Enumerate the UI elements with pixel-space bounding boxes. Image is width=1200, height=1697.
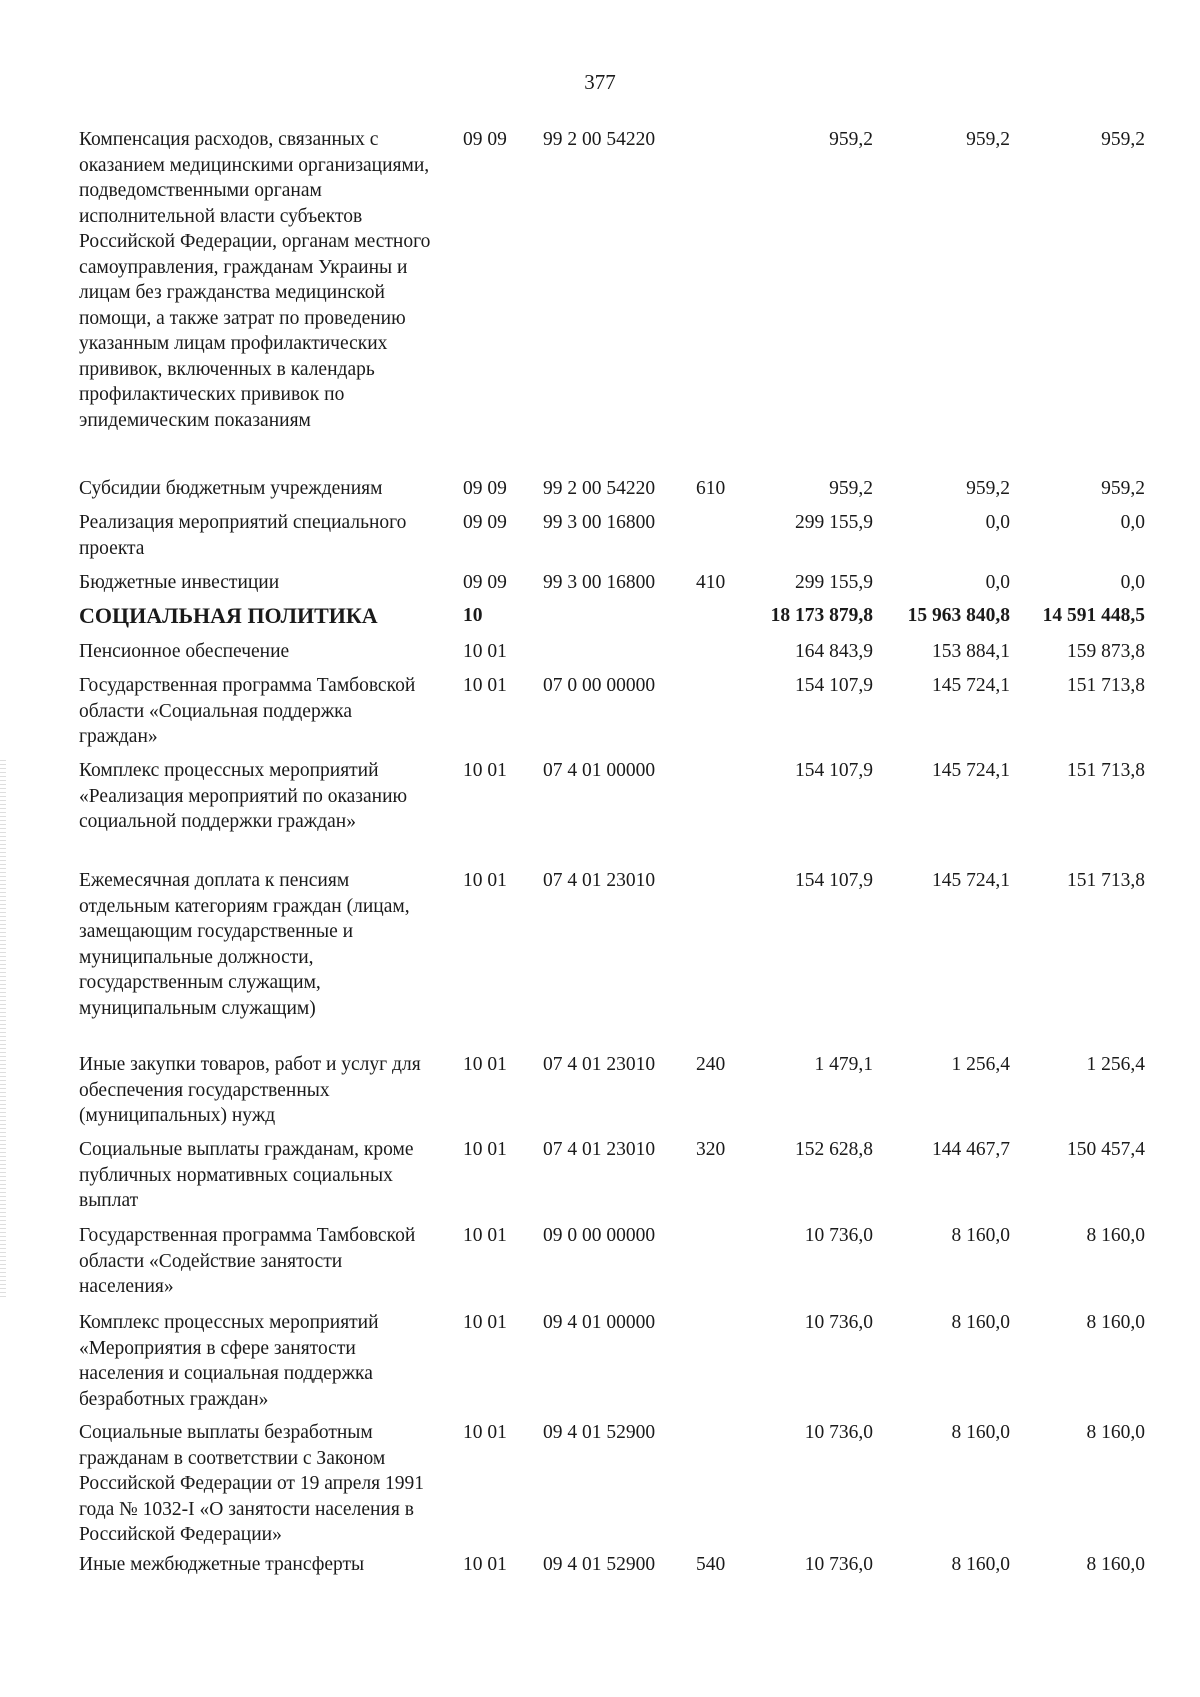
row-value-year1: 10 736,0 bbox=[804, 1225, 873, 1246]
row-value-year2: 153 884,1 bbox=[932, 641, 1010, 662]
row-value-year3: 8 160,0 bbox=[1086, 1312, 1145, 1333]
row-name: Субсидии бюджетным учреждениям bbox=[79, 478, 383, 499]
row-value-year3: 0,0 bbox=[1120, 512, 1145, 533]
row-value-year3: 8 160,0 bbox=[1086, 1554, 1145, 1575]
row-value-year3: 0,0 bbox=[1120, 572, 1145, 593]
row-value-year2: 1 256,4 bbox=[951, 1054, 1010, 1075]
row-value-year2: 0,0 bbox=[985, 572, 1010, 593]
row-value-year3: 959,2 bbox=[1101, 478, 1145, 499]
row-value-year2: 8 160,0 bbox=[951, 1554, 1010, 1575]
row-name: Компенсация расходов, связанных с оказанием медицинскими организациями, подведомственными органам исполнительной власти субъектов Российской Федерации, органам местного самоуправления, гражданам Украины и лицам без гражданства медицинской помощи, а также затрат по проведению указанным лицам профилактических прививок, включенных в календарь профилактических прививок по эпидемическим показаниям bbox=[79, 129, 431, 431]
row-value-year1: 299 155,9 bbox=[795, 572, 873, 593]
row-value-year3: 959,2 bbox=[1101, 129, 1145, 150]
row-section-code: 09 09 bbox=[463, 572, 507, 593]
row-value-year1: 10 736,0 bbox=[804, 1554, 873, 1575]
row-target-article: 09 4 01 52900 bbox=[543, 1554, 656, 1575]
row-target-article: 09 4 01 00000 bbox=[543, 1312, 656, 1333]
row-value-year2: 145 724,1 bbox=[932, 870, 1010, 891]
row-target-article: 99 2 00 54220 bbox=[543, 478, 656, 499]
row-value-year1: 154 107,9 bbox=[795, 760, 873, 781]
scan-edge-artifact bbox=[0, 760, 6, 1300]
row-value-year3: 150 457,4 bbox=[1067, 1139, 1145, 1160]
row-name: Социальные выплаты безработным гражданам в соответствии с Законом Российской Федерации от 19 апреля 1991 года № 1032-I «О занятости населения в Российской Федерации» bbox=[79, 1422, 425, 1545]
row-expense-type: 240 bbox=[696, 1054, 726, 1075]
row-section-code: 09 09 bbox=[463, 129, 507, 150]
page-number: 377 bbox=[584, 70, 616, 94]
row-section-code: 10 01 bbox=[463, 760, 507, 781]
row-target-article: 07 0 00 00000 bbox=[543, 675, 656, 696]
row-name: Социальные выплаты гражданам, кроме публичных нормативных социальных выплат bbox=[79, 1139, 414, 1211]
row-section-code: 10 01 bbox=[463, 641, 507, 662]
row-value-year1: 18 173 879,8 bbox=[770, 605, 873, 626]
row-value-year1: 299 155,9 bbox=[795, 512, 873, 533]
row-expense-type: 540 bbox=[696, 1554, 726, 1575]
row-value-year3: 151 713,8 bbox=[1067, 760, 1145, 781]
row-value-year1: 1 479,1 bbox=[814, 1054, 873, 1075]
row-value-year2: 8 160,0 bbox=[951, 1312, 1010, 1333]
row-value-year2: 0,0 bbox=[985, 512, 1010, 533]
row-section-code: 10 01 bbox=[463, 675, 507, 696]
row-target-article: 07 4 01 23010 bbox=[543, 1139, 656, 1160]
row-value-year2: 8 160,0 bbox=[951, 1422, 1010, 1443]
row-section-code: 10 01 bbox=[463, 870, 507, 891]
row-value-year1: 959,2 bbox=[829, 129, 873, 150]
row-value-year1: 154 107,9 bbox=[795, 870, 873, 891]
row-value-year1: 154 107,9 bbox=[795, 675, 873, 696]
row-name: Бюджетные инвестиции bbox=[79, 572, 280, 593]
row-section-code: 10 01 bbox=[463, 1422, 507, 1443]
row-value-year3: 14 591 448,5 bbox=[1042, 605, 1145, 626]
row-name: Иные межбюджетные трансферты bbox=[79, 1554, 365, 1575]
row-name: Ежемесячная доплата к пенсиям отдельным категориям граждан (лицам, замещающим государственные и муниципальные должности, государственным служащим, муниципальным служащим) bbox=[79, 870, 410, 1019]
row-section-code: 10 01 bbox=[463, 1312, 507, 1333]
row-target-article: 99 3 00 16800 bbox=[543, 572, 656, 593]
row-value-year1: 10 736,0 bbox=[804, 1312, 873, 1333]
row-value-year1: 959,2 bbox=[829, 478, 873, 499]
row-expense-type: 410 bbox=[696, 572, 726, 593]
row-section-code: 10 01 bbox=[463, 1554, 507, 1575]
row-value-year2: 145 724,1 bbox=[932, 760, 1010, 781]
row-value-year3: 151 713,8 bbox=[1067, 675, 1145, 696]
row-value-year2: 15 963 840,8 bbox=[907, 605, 1010, 626]
row-section-code: 09 09 bbox=[463, 478, 507, 499]
row-target-article: 09 4 01 52900 bbox=[543, 1422, 656, 1443]
row-name: Пенсионное обеспечение bbox=[79, 641, 290, 662]
row-section-code: 10 01 bbox=[463, 1054, 507, 1075]
row-name: Государственная программа Тамбовской области «Социальная поддержка граждан» bbox=[79, 675, 416, 747]
row-section-code: 10 01 bbox=[463, 1139, 507, 1160]
row-value-year2: 959,2 bbox=[966, 478, 1010, 499]
row-section-code: 10 bbox=[463, 605, 483, 626]
row-value-year2: 8 160,0 bbox=[951, 1225, 1010, 1246]
row-name: Комплекс процессных мероприятий «Реализация мероприятий по оказанию социальной поддержки граждан» bbox=[79, 760, 408, 832]
row-value-year3: 1 256,4 bbox=[1086, 1054, 1145, 1075]
row-value-year3: 151 713,8 bbox=[1067, 870, 1145, 891]
row-name: Государственная программа Тамбовской области «Содействие занятости населения» bbox=[79, 1225, 416, 1297]
row-value-year2: 145 724,1 bbox=[932, 675, 1010, 696]
row-section-code: 10 01 bbox=[463, 1225, 507, 1246]
row-value-year2: 959,2 bbox=[966, 129, 1010, 150]
row-target-article: 99 3 00 16800 bbox=[543, 512, 656, 533]
row-value-year1: 10 736,0 bbox=[804, 1422, 873, 1443]
row-target-article: 07 4 01 23010 bbox=[543, 870, 656, 891]
row-value-year3: 159 873,8 bbox=[1067, 641, 1145, 662]
row-target-article: 99 2 00 54220 bbox=[543, 129, 656, 150]
row-section-code: 09 09 bbox=[463, 512, 507, 533]
row-target-article: 09 0 00 00000 bbox=[543, 1225, 656, 1246]
row-value-year1: 164 843,9 bbox=[795, 641, 873, 662]
row-value-year2: 144 467,7 bbox=[932, 1139, 1010, 1160]
row-name: Реализация мероприятий специального проекта bbox=[79, 512, 407, 559]
row-value-year3: 8 160,0 bbox=[1086, 1422, 1145, 1443]
row-value-year1: 152 628,8 bbox=[795, 1139, 873, 1160]
row-expense-type: 610 bbox=[696, 478, 726, 499]
row-value-year3: 8 160,0 bbox=[1086, 1225, 1145, 1246]
row-expense-type: 320 bbox=[696, 1139, 726, 1160]
section-title: СОЦИАЛЬНАЯ ПОЛИТИКА bbox=[79, 603, 378, 628]
row-target-article: 07 4 01 23010 bbox=[543, 1054, 656, 1075]
row-target-article: 07 4 01 00000 bbox=[543, 760, 656, 781]
row-name: Иные закупки товаров, работ и услуг для обеспечения государственных (муниципальных) нужд bbox=[79, 1054, 421, 1126]
row-name: Комплекс процессных мероприятий «Мероприятия в сфере занятости населения и социальная поддержка безработных граждан» bbox=[79, 1312, 379, 1410]
